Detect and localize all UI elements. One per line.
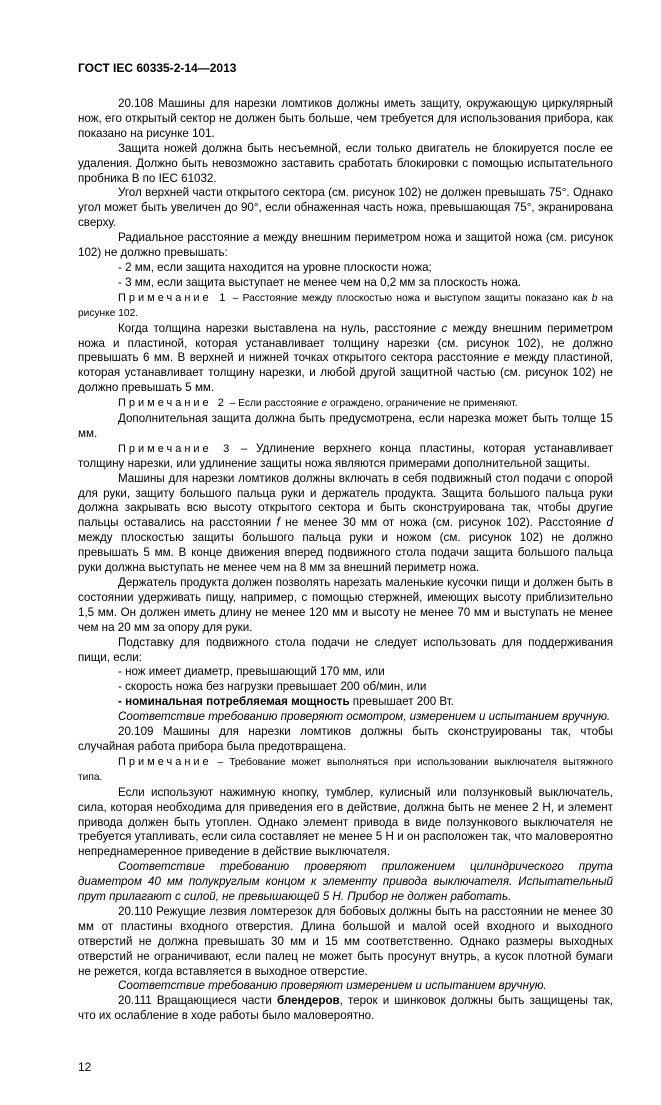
variable: e xyxy=(321,398,328,410)
note-label: Примечание 2 xyxy=(118,397,227,410)
text: 20.111 Вращающиеся части xyxy=(118,994,278,1008)
note-label: Примечание xyxy=(118,755,212,768)
text: на рисунке 102. xyxy=(78,292,614,319)
paragraph xyxy=(78,322,613,397)
paragraph xyxy=(78,472,613,576)
paragraph: Подставку для подвижного стола подачи не следует использовать для поддерживания пищи, если: xyxy=(78,635,613,664)
text: между плоскостью защиты большого пальца руки и ножом (см. рисунок 102) не должно превышать 5 мм. В конце движения вперед подвижного стола подачи защита большого пальца руки должна выступать не менее чем на 8 мм за внешний периметр ножа. xyxy=(78,531,613,575)
paragraph: Держатель продукта должен позволять нарезать маленькие кусочки пищи и должен быть в состоянии удерживать пищу, например, с помощью стержней, имеющих высоту приблизительно 1,5 мм. Он должен иметь длину не менее 120 мм и высоту не менее 70 мм и выступать не менее чем на 20 мм за опору для руки. xyxy=(78,576,613,634)
paragraph: Если используют нажимную кнопку, тумблер, кулисный или ползунковый выключатель, сила, которая необходима для приведения его в действие, должна быть не менее 2 Н, и элемент привода должен быть утоплен. Однако элемент привода в виде ползункового выключателя не требуется утапливать, если сила составляет не менее 5 Н и он расположен так, что маловероятно непреднамеренное приведение в действие выключателя. xyxy=(78,785,613,859)
text: не менее 30 мм от ножа (см. рисунок 102). Расстояние xyxy=(279,516,607,530)
text: – Требование может выполняться при использовании выключателя вытяжного типа. xyxy=(78,756,613,783)
note-3 xyxy=(78,442,613,472)
bold-term: блендеров xyxy=(277,994,340,1008)
list-item xyxy=(78,695,613,710)
variable: a xyxy=(252,231,260,245)
paragraph: Защита ножей должна быть несъемной, если только двигатель не блокируется после ее удаления. Должно быть невозможно заставить сработать блокировки с помощью испытательного пробника В по IEC 61032. xyxy=(78,141,613,185)
compliance-check xyxy=(78,860,613,905)
paragraph-20-111 xyxy=(78,994,613,1024)
variable: d xyxy=(606,516,613,530)
paragraph-20-110: 20.110 Режущие лезвия ломтерезок для бобовых должны быть на расстоянии не менее 30 мм от пластины входного отверстия. Длина большой и малой осей входного и выходного отверстий не должна превышать 30 мм и 15 мм соответственно. Однако размеры выходных отверстий не ограничивают, если палец не может быть просунут внутрь, а кусок плотной бумаги не режется, когда вставляется в выходное отверстие. xyxy=(78,904,613,978)
note-label: Примечание 3 xyxy=(118,442,233,455)
paragraph: Угол верхней части открытого сектора (см. рисунок 102) не должен превышать 75°. Однако угол может быть увеличен до 90°, если обнаженная часть ножа, превышающая 75°, экранирована сверху. xyxy=(78,186,613,230)
document-body xyxy=(78,97,613,1024)
text: между внешним периметром ножа и пластиной, которая устанавливает толщину нарезки (см. рисунок 102), не должно превышать 6 мм. В верхней и нижней точках открытого сектора расстояние xyxy=(78,321,613,365)
paragraph-20-108: 20.108 Машины для нарезки ломтиков должны иметь защиту, окружающую циркулярный нож, его открытый сектор не должен быть больше, чем требуется для использования прибора, как показано на рисунке 101. xyxy=(78,97,613,140)
text: Когда толщина нарезки выставлена на нуль, расстояние xyxy=(118,321,442,335)
note-label: Примечание 1 xyxy=(118,291,229,304)
list-item: - скорость ножа без нагрузки превышает 200 об/мин, или xyxy=(118,680,427,694)
text: Машины для нарезки ломтиков должны включать в себя подвижный стол подачи с опорой для руки, защиту большого пальца руки и держатель продукта. Защита большого пальца руки должна закрывать всю высоту открытого сектора и быть сконструирована так, чтобы другие пальцы оставались на расстоянии xyxy=(78,471,613,530)
page-number: 12 xyxy=(78,1060,92,1075)
paragraph-20-109: 20.109 Машины для нарезки ломтиков должны быть сконструированы так, чтобы случайная работа прибора была предотвращена. xyxy=(78,725,613,753)
note-1 xyxy=(78,291,613,322)
compliance-check xyxy=(78,979,613,994)
text: между внешним периметром ножа и защитой ножа (см. рисунок 102) не должно превышать: xyxy=(78,231,613,260)
variable: f xyxy=(276,516,280,530)
text: между пластиной, которая устанавливает толщину нарезки, и любой другой защитной частью (см. рисунок 102) не должно превышать 5 мм. xyxy=(78,351,613,395)
text: – Расстояние между плоскостью ножа и выступом защиты показано как xyxy=(228,292,592,304)
document-header: ГОСТ IEC 60335-2-14—2013 xyxy=(78,61,237,75)
text: Соответствие требованию проверяют измерением и испытанием вручную. xyxy=(118,979,547,993)
variable: e xyxy=(503,351,510,365)
list-item: - нож имеет диаметр, превышающий 170 мм, или xyxy=(118,665,385,679)
text: Соответствие требованию проверяют осмотром, измерением и испытанием вручную. xyxy=(118,710,611,724)
note xyxy=(78,755,613,786)
note-2 xyxy=(78,396,613,412)
paragraph xyxy=(78,231,613,261)
text: Соответствие требованию проверяют приложением цилиндрического прута диаметром 40 мм полукруглым концом к элементу привода выключателя. Испытательный прут прилагают с силой, не превышающей 5 Н. Прибор не должен работать. xyxy=(78,860,613,904)
paragraph: Дополнительная защита должна быть предусмотрена, если нарезка может быть толще 15 мм. xyxy=(78,412,613,440)
text: – Если расстояние xyxy=(226,398,322,410)
list-item: - 3 мм, если защита выступает не менее чем на 0,2 мм за плоскость ножа. xyxy=(118,275,522,289)
text: – Удлинение верхнего конца пластины, которая устанавливает толщину нарезки, или удлинение защиты ножа являются примерами дополнительной защиты. xyxy=(78,441,614,470)
compliance-check xyxy=(78,710,613,725)
variable: c xyxy=(441,321,448,335)
list-item: - 2 мм, если защита находится на уровне плоскости ножа; xyxy=(118,260,432,274)
variable: b xyxy=(591,292,598,304)
bold-term: - номинальная потребляемая мощность xyxy=(118,695,350,709)
text: превышает 200 Вт. xyxy=(349,695,454,709)
text: Радиальное расстояние xyxy=(118,231,253,245)
text: , терок и шинковок должны быть защищены так, что их ослабление в ходе работы было маловероятно. xyxy=(78,994,613,1023)
text: ограждено, ограничение не применяют. xyxy=(327,398,518,410)
